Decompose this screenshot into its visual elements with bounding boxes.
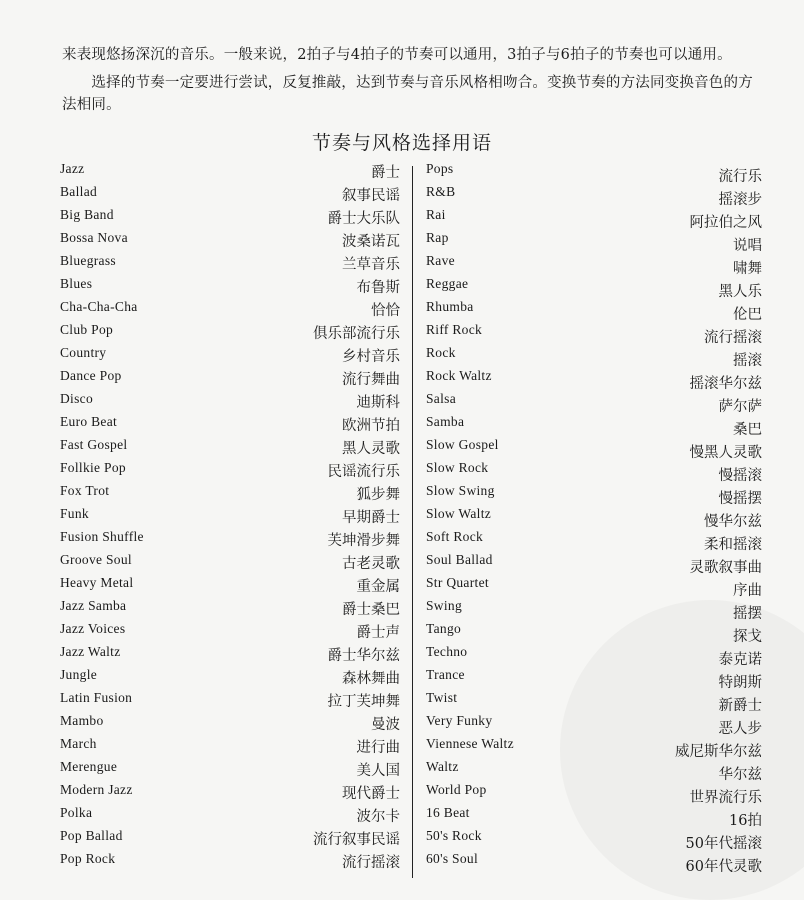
term-row — [60, 734, 400, 757]
term-chinese: 爵士 — [371, 165, 400, 181]
term-row — [60, 435, 400, 458]
term-row — [60, 826, 400, 849]
term-row — [60, 803, 400, 826]
term-chinese: 60年代灵歌 — [685, 859, 762, 875]
term-english: Jungle — [60, 667, 98, 682]
term-chinese: 慢黑人灵歌 — [689, 445, 762, 461]
term-chinese: 爵士大乐队 — [327, 211, 400, 227]
term-chinese: 波尔卡 — [356, 809, 400, 825]
term-chinese: 伦巴 — [733, 307, 762, 323]
term-chinese: 布鲁斯 — [356, 280, 400, 296]
term-chinese: 摇滚 — [733, 353, 762, 369]
term-english: Jazz — [60, 161, 85, 176]
term-chinese: 慢摇滚 — [718, 468, 762, 484]
term-english: R&B — [426, 184, 456, 199]
term-english: Follkie Pop — [60, 460, 126, 475]
term-chinese: 恰恰 — [371, 303, 400, 319]
term-chinese: 狐步舞 — [356, 487, 400, 503]
term-english: Soul Ballad — [426, 552, 493, 567]
term-chinese: 乡村音乐 — [342, 349, 400, 365]
term-chinese: 泰克诺 — [718, 652, 762, 668]
term-chinese: 说唱 — [733, 238, 762, 254]
term-english: Cha-Cha-Cha — [60, 299, 138, 314]
term-chinese: 摇摆 — [733, 606, 762, 622]
term-english: Reggae — [426, 276, 469, 291]
term-row — [60, 504, 400, 527]
term-chinese: 华尔兹 — [718, 767, 762, 783]
term-english: Fox Trot — [60, 483, 110, 498]
term-chinese: 俱乐部流行乐 — [313, 326, 400, 342]
term-row — [60, 320, 400, 343]
term-chinese: 爵士桑巴 — [342, 602, 400, 618]
term-chinese: 黑人乐 — [718, 284, 762, 300]
term-english: Polka — [60, 805, 93, 820]
term-chinese: 波桑诺瓦 — [342, 234, 400, 250]
term-chinese: 欧洲节拍 — [342, 418, 400, 434]
term-english: Country — [60, 345, 107, 360]
term-chinese: 慢摇摆 — [718, 491, 762, 507]
term-row — [426, 734, 762, 760]
term-chinese: 慢华尔兹 — [704, 514, 762, 530]
term-row — [60, 159, 400, 182]
term-row — [426, 205, 762, 231]
term-english: Tango — [426, 621, 462, 636]
term-chinese: 兰草音乐 — [342, 257, 400, 273]
term-row — [60, 642, 400, 665]
term-row — [60, 481, 400, 504]
term-row — [60, 596, 400, 619]
term-chinese: 世界流行乐 — [689, 790, 762, 806]
term-row — [60, 182, 400, 205]
term-row — [426, 596, 762, 622]
term-english: Jazz Waltz — [60, 644, 121, 659]
term-english: March — [60, 736, 97, 751]
term-chinese: 森林舞曲 — [342, 671, 400, 687]
term-english: Very Funky — [426, 713, 493, 728]
term-chinese: 美人国 — [356, 763, 400, 779]
term-row — [426, 458, 762, 484]
term-chinese: 流行摇滚 — [342, 855, 400, 871]
term-english: Club Pop — [60, 322, 114, 337]
term-chinese: 灵歌叙事曲 — [689, 560, 762, 576]
term-english: Rock — [426, 345, 456, 360]
term-row — [426, 297, 762, 323]
term-english: Rave — [426, 253, 455, 268]
term-chinese: 桑巴 — [733, 422, 762, 438]
term-english: Merengue — [60, 759, 118, 774]
term-row — [426, 550, 762, 576]
term-english: Ballad — [60, 184, 98, 199]
term-row — [426, 711, 762, 737]
term-chinese: 流行舞曲 — [342, 372, 400, 388]
term-english: Disco — [60, 391, 93, 406]
term-english: Pops — [426, 161, 454, 176]
term-row — [426, 481, 762, 507]
term-chinese: 萨尔萨 — [718, 399, 762, 415]
term-english: Jazz Voices — [60, 621, 126, 636]
term-english: Fast Gospel — [60, 437, 128, 452]
term-row — [60, 274, 400, 297]
term-row — [426, 274, 762, 300]
term-row — [60, 619, 400, 642]
term-row — [60, 550, 400, 573]
term-chinese: 早期爵士 — [342, 510, 400, 526]
term-chinese: 迪斯科 — [356, 395, 400, 411]
term-chinese: 啸舞 — [733, 261, 762, 277]
term-row — [426, 389, 762, 415]
term-row — [60, 458, 400, 481]
term-english: Mambo — [60, 713, 104, 728]
intro-paragraph: 来表现悠扬深沉的音乐。一般来说，2拍子与4拍子的节奏可以通用，3拍子与6拍子的节奏也可以通用。 — [62, 47, 732, 63]
term-chinese: 摇滚华尔兹 — [689, 376, 762, 392]
term-chinese: 威尼斯华尔兹 — [675, 744, 762, 760]
term-row — [60, 251, 400, 274]
term-chinese: 进行曲 — [356, 740, 400, 756]
term-english: Salsa — [426, 391, 456, 406]
term-chinese: 探戈 — [733, 629, 762, 645]
term-chinese: 爵士华尔兹 — [327, 648, 400, 664]
term-english: Rap — [426, 230, 449, 245]
term-english: Rai — [426, 207, 446, 222]
term-english: Groove Soul — [60, 552, 132, 567]
term-row — [426, 688, 762, 714]
term-english: Fusion Shuffle — [60, 529, 144, 544]
term-english: Bluegrass — [60, 253, 116, 268]
term-chinese: 拉丁芙坤舞 — [327, 694, 400, 710]
term-english: Modern Jazz — [60, 782, 133, 797]
term-row — [426, 228, 762, 254]
term-chinese: 阿拉伯之风 — [689, 215, 762, 231]
term-row — [60, 757, 400, 780]
term-english: Big Band — [60, 207, 114, 222]
term-chinese: 流行乐 — [718, 169, 762, 185]
term-english: Pop Rock — [60, 851, 116, 866]
term-row — [426, 573, 762, 599]
term-row — [426, 435, 762, 461]
term-english: Techno — [426, 644, 468, 659]
term-row — [426, 251, 762, 277]
term-row — [426, 320, 762, 346]
term-row — [426, 642, 762, 668]
term-row — [60, 849, 400, 872]
term-row — [426, 159, 762, 185]
term-english: Slow Rock — [426, 460, 489, 475]
term-row — [60, 688, 400, 711]
term-english: Rock Waltz — [426, 368, 492, 383]
term-english: Jazz Samba — [60, 598, 127, 613]
term-row — [426, 826, 762, 852]
column-divider — [412, 166, 413, 878]
term-english: Slow Waltz — [426, 506, 492, 521]
term-chinese: 柔和摇滚 — [704, 537, 762, 553]
term-english: Rhumba — [426, 299, 474, 314]
term-row — [60, 205, 400, 228]
term-english: Dance Pop — [60, 368, 122, 383]
term-english: World Pop — [426, 782, 487, 797]
term-english: 16 Beat — [426, 805, 470, 820]
term-row — [426, 343, 762, 369]
term-english: Twist — [426, 690, 458, 705]
term-chinese: 芙坤滑步舞 — [327, 533, 400, 549]
term-english: Heavy Metal — [60, 575, 134, 590]
term-english: Pop Ballad — [60, 828, 123, 843]
term-chinese: 现代爵士 — [342, 786, 400, 802]
term-row — [426, 504, 762, 530]
term-row — [60, 573, 400, 596]
term-row — [60, 665, 400, 688]
term-english: 60's Soul — [426, 851, 479, 866]
term-english: Str Quartet — [426, 575, 489, 590]
term-english: Swing — [426, 598, 463, 613]
term-row — [60, 297, 400, 320]
term-row — [426, 366, 762, 392]
term-row — [426, 182, 762, 208]
term-english: Soft Rock — [426, 529, 484, 544]
term-chinese: 恶人步 — [718, 721, 762, 737]
term-row — [426, 780, 762, 806]
term-row — [426, 849, 762, 875]
term-row — [426, 412, 762, 438]
term-english: Slow Gospel — [426, 437, 499, 452]
term-chinese: 特朗斯 — [718, 675, 762, 691]
term-english: Trance — [426, 667, 465, 682]
term-chinese: 序曲 — [733, 583, 762, 599]
selection-paragraph: 选择的节奏一定要进行尝试，反复推敲，达到节奏与音乐风格相吻合。变换节奏的方法同变换音色的方法相同。 — [62, 75, 753, 113]
term-row — [60, 412, 400, 435]
term-english: Slow Swing — [426, 483, 495, 498]
section-title: 节奏与风格选择用语 — [311, 132, 492, 154]
right-term-column — [426, 159, 762, 875]
term-chinese: 叙事民谣 — [342, 188, 400, 204]
term-row — [426, 619, 762, 645]
term-english: Bossa Nova — [60, 230, 128, 245]
term-english: Viennese Waltz — [426, 736, 514, 751]
term-row — [60, 711, 400, 734]
term-english: Euro Beat — [60, 414, 118, 429]
term-chinese: 16拍 — [729, 813, 762, 829]
term-row — [60, 228, 400, 251]
term-chinese: 黑人灵歌 — [342, 441, 400, 457]
term-chinese: 曼波 — [371, 717, 400, 733]
term-row — [60, 527, 400, 550]
term-chinese: 流行摇滚 — [704, 330, 762, 346]
term-english: 50's Rock — [426, 828, 482, 843]
term-row — [426, 527, 762, 553]
term-chinese: 民谣流行乐 — [327, 464, 400, 480]
term-english: Latin Fusion — [60, 690, 133, 705]
term-chinese: 新爵士 — [718, 698, 762, 714]
term-row — [60, 343, 400, 366]
term-english: Samba — [426, 414, 465, 429]
term-chinese: 50年代摇滚 — [685, 836, 762, 852]
term-row — [426, 665, 762, 691]
term-chinese: 古老灵歌 — [342, 556, 400, 572]
term-english: Funk — [60, 506, 89, 521]
term-chinese: 爵士声 — [356, 625, 400, 641]
term-row — [60, 389, 400, 412]
term-english: Blues — [60, 276, 93, 291]
term-english: Riff Rock — [426, 322, 483, 337]
term-row — [60, 780, 400, 803]
term-row — [60, 366, 400, 389]
term-row — [426, 803, 762, 829]
term-english: Waltz — [426, 759, 459, 774]
term-chinese: 流行叙事民谣 — [313, 832, 400, 848]
term-chinese: 摇滚步 — [718, 192, 762, 208]
term-row — [426, 757, 762, 783]
term-chinese: 重金属 — [356, 579, 400, 595]
left-term-column — [60, 159, 400, 872]
